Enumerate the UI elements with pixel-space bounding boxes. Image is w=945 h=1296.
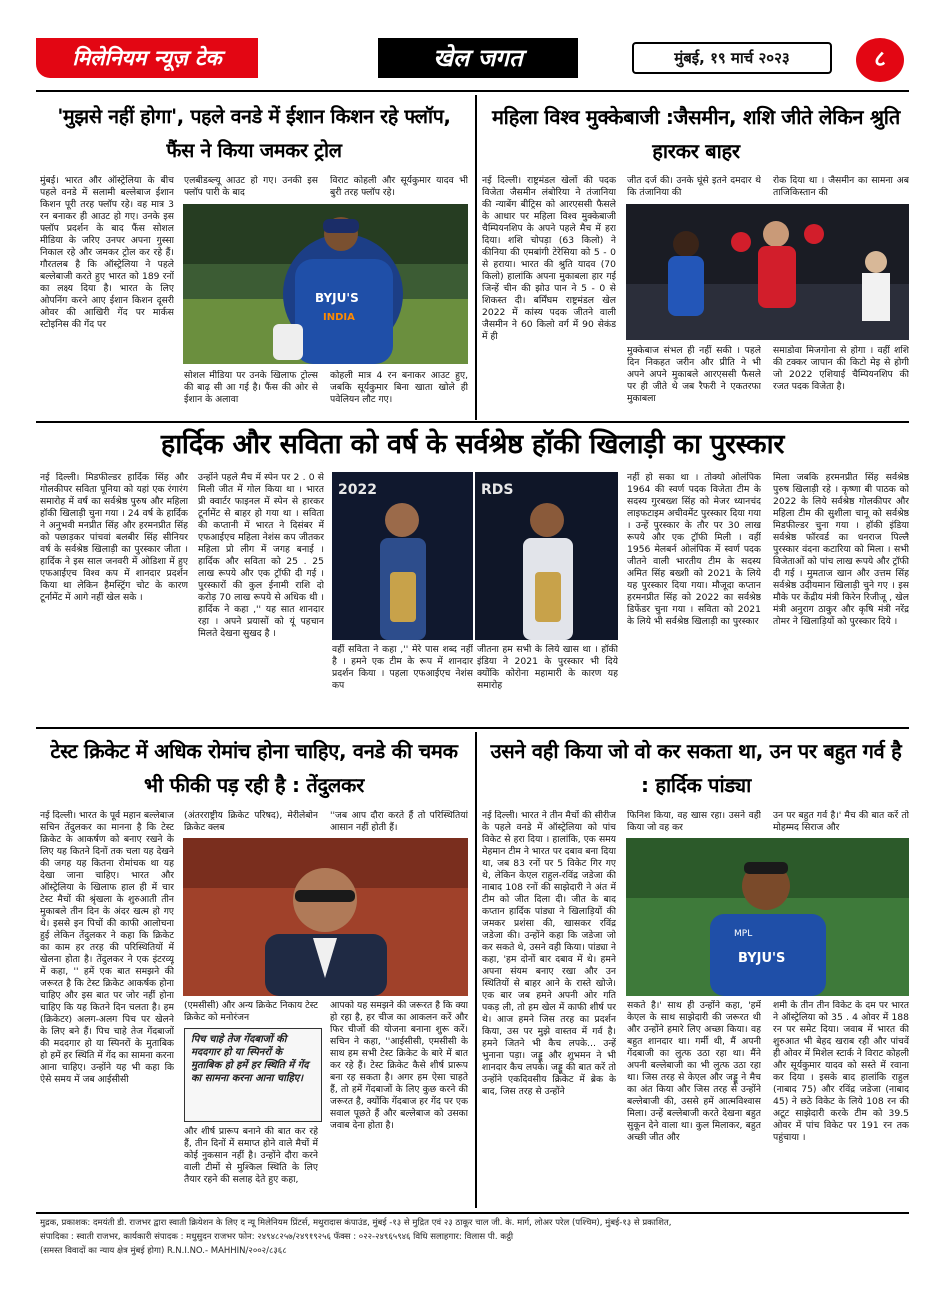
story2-headline: महिला विश्व मुक्केबाजी :जैसमीन, शशि जीते लेकिन श्रुति हारकर बाहर xyxy=(491,105,901,163)
story1-col2-bottom: सोशल मीडिया पर उनके खिलाफ ट्रोल्स की बाढ़ सी आ गई है। फैंस की ओर से ईशान के अलावा xyxy=(184,370,318,405)
story3-photo-savita xyxy=(332,472,473,640)
imprint-line-3: (समस्त विवादों का न्याय क्षेत्र मुंबई होगा) R.N.I.NO.- MAHHIN/२००२/८३६८ xyxy=(40,1246,287,1256)
story5-col3-bottom: शमी के तीन तीन विकेट के दम पर भारत ने ऑस्ट्रेलिया को 35 . 4 ओवर में 188 रन पर समेट दिया। जवाब में भारत की शुरुआत भी बेहद खराब रही और पांचवें ही ओवर में मिशेल स्टार्क ने विराट कोहली और सूर्यकुमार यादव को सस्ते में रवाना कर दिया । इसके बाद हालांकि राहुल (नाबाद 75) और रविंद्र जडेजा (नाबाद 45) ने छठे विकेट के लिये 108 रन की अटूट साझेदारी करके टीम को 39.5 ओवर में पांच विकेट पर 191 रन तक पहुंचाया । xyxy=(773,1000,909,1143)
story2-col3-top: रोक दिया था । जैसमीन का सामना अब ताजिकिस्तान की xyxy=(773,175,909,198)
rule-mid-2 xyxy=(36,727,909,729)
story1-col1: मुंबई। भारत और ऑस्ट्रेलिया के बीच पहले वनडे में सलामी बल्लेबाज ईशान किशन पूरी तरह फ्लॉप रहे। वह मात्र 3 रन बनाकर ही आउट हो गए। उनके इस फ्लॉप प्रदर्शन के बाद फैंस सोशल मीडिया के जरिए उनपर अपना गुस्सा निकाल रहे और जमकर ट्रोल कर रहे हैं। गौरतलब है कि ऑस्ट्रेलिया ने पहले बल्लेबाजी करते हुए भारत को 189 रनों का लक्ष्य दिया है। भारत के लिए ओपनिंग करने आए ईशान किशन दूसरी ओवर की आखिरी गेंद पर मार्कस स्टोइनिस की गेंद पर xyxy=(40,175,174,330)
section-banner xyxy=(378,38,578,78)
rule-mid-1 xyxy=(36,421,909,423)
story4-col2-bottom: और शीर्ष प्रारूप बनाने की बात कर रहे हैं, तीन दिनों में समाप्त होने वाले मैचों में कोई नुकसान नहीं है। उन्होंने दौरा करने वाली टीमों से मुश्किल स्थिति के लिए तैयार रहने की सलाह देते हुए कहा, xyxy=(184,1126,318,1185)
page-number: ८ xyxy=(874,47,886,72)
story4-col3-mid: आपको यह समझने की जरूरत है कि क्या हो रहा है, हर चीज का आकलन करें और फिर चीजों की योजना बनाना शुरू करें। सचिन ने कहा, ''आईसीसी, एमसीसी के साथ हम सभी टेस्ट क्रिकेट के बारे में बात कर रहे हैं। टेस्ट क्रिकेट कैसे शीर्ष प्रारूप बना रह सकता है। अगर हम ऐसा चाहते हैं, तो हमें गेंदबाजों के लिए कुछ करने की जरूरत है, क्योंकि गेंदबाज हर गेंद पर एक सवाल पूछते हैं और बल्लेबाज को उसका जवाब देना होता है। xyxy=(330,1000,468,1131)
rule-footer xyxy=(36,1212,909,1214)
story3-caption-2: जीतना हम सभी के लिये खास था । हॉकी इंडिया ने 2021 के पुरस्कार भी दिये क्योंकि कोरोना महामारी के कारण यह समारोह xyxy=(477,644,618,691)
story5-col3-top: उन पर बहुत गर्व है।' मैच की बात करें तो मोहम्मद सिराज और xyxy=(773,810,909,833)
story3-headline: हार्दिक और सविता को वर्ष के सर्वश्रेष्ठ हॉकी खिलाड़ी का पुरस्कार xyxy=(160,429,785,460)
story5-col2-top: फिनिश किया, वह खास रहा। उसने वही किया जो वह कर xyxy=(627,810,761,833)
issue-date: मुंबई, १९ मार्च २०२३ xyxy=(674,49,790,67)
story3-col5: मिला जबकि हरमनप्रीत सिंह सर्वश्रेष्ठ पुरुष खिलाड़ी रहे । कृष्णा बी पाठक को 2022 के लिये सर्वश्रेष्ठ गोलकीपर और महिला टीम की सुशीला चानू को सर्वश्रेष्ठ मिडफील्डर चुना गया । हॉकी इंडिया सर्वश्रेष्ठ फॉरवर्ड का धनराज पिल्लै पुरस्कार वंदना कटारिया को मिला । सभी विजेताओं को पांच लाख रूपये और ट्रॉफी दी गई । मुमताज खान और उत्तम सिंह सर्वश्रेष्ठ उदीयमान खिलाड़ी चुने गए । इस मौके पर केंद्रीय मंत्री किरेन रिजीजू , खेल मंत्री अनुराग ठाकुर और कृषि मंत्री नरेंद्र तोमर ने खिलाड़ियों को पुरस्कार दिये । xyxy=(773,472,909,627)
imprint-line-2: संपादिका : स्वाती राजभर, कार्यकारी संपादक : मधुसुदन राजभर फोन: २४९४८२५७/२४९१९२५६ फॅक्स : ०२२-२४९६५९४६ विधि सलाहगार: विलास पी. कट्ठी xyxy=(40,1232,514,1242)
story3-photo-hardik-singh xyxy=(475,472,618,640)
paper-name: मिलेनियम न्यूज़ टेक xyxy=(72,46,222,70)
rule-vertical-top xyxy=(475,95,477,420)
imprint-line-1: मुद्रक, प्रकाशक: दमयंती डी. राजभर द्वारा स्वाती क्रियेशन के लिए द न्यू मिलेनियम प्रिंटर्स, मथुरादास कंपाउंड, मुंबई -१३ से मुद्रित एवं २३ ठाकूर चाल जी. के. मार्ग, लोअर परेल (पश्चिम), मुंबई-१३ से प्रकाशित, xyxy=(40,1218,672,1228)
paper-name-banner xyxy=(36,38,258,78)
svg-text:BYJU'S: BYJU'S xyxy=(315,291,359,305)
svg-text:MPL: MPL xyxy=(734,929,753,939)
story3-col2: उन्होंने पहले मैच में स्पेन पर 2 . 0 से मिली जीत में गोल किया था । भारत प्री क्वार्टर फाइनल में स्पेन से हारकर टूर्नामेंट से बाहर हो गया था । सविता की कप्तानी में भारत ने दिसंबर में एफआईएच महिला नेशंस कप जीतकर महिला प्रो लीग में जगह बनाई । हार्दिक और सविता को 25 . 25 लाख रूपये और एक ट्रॉफी दी गई । पुरस्कारों की कुल ईनामी राशि दो करोड़ 70 लाख रूपये से अधिक थी । हार्दिक ने कहा ,'' यह सात शानदार रहा । अपने प्रयासों को यूं पहचान मिलते देखना सुखद है । xyxy=(198,472,324,639)
story2-col2-top: जीत दर्ज की। उनके घूंसे इतने दमदार थे कि तंजानिया की xyxy=(627,175,761,198)
story4-col3-top: ''जब आप दौरा करते हैं तो परिस्थितियां आसान नहीं होती हैं। xyxy=(330,810,468,833)
story2-col1: नई दिल्ली। राष्ट्रमंडल खेलों की पदक विजेता जैसमीन लंबोरिया ने तंजानिया की न्याबेंग बीट्रिस को आरएससी फैसले के आधार पर महिला विश्व मुक्केबाजी चैम्पियनशिप के अपने पहले मैच में हरा दिया। शशि चोपड़ा (63 किलो) ने कीनिया की एमबांगी टेरेसिया को 5 - 0 से हराया। भारत की श्रुति यादव (70 किलो) हालांकि अपना मुकाबला हार गई जिन्हें चीन की झोउ पान ने 5 - 0 से शिकस्त दी। बर्मिंघम राष्ट्रमंडल खेल 2022 में कांस्य पदक जीतने वाली जैसमीन ने 60 किलो वर्ग में 90 सेकंड में ही xyxy=(482,175,616,342)
page-number-badge xyxy=(856,38,904,82)
story3-col1: नई दिल्ली। मिडफील्डर हार्दिक सिंह और गोलकीपर सविता पूनिया को यहां एक रंगारंग समारोह में वर्ष का सर्वश्रेष्ठ पुरुष और महिला हॉकी खिलाड़ी चुना गया । 24 वर्ष के हार्दिक ने अनुभवी मनप्रीत सिंह और हरमनप्रीत सिंह को पछाड़कर पांचवां बलबीर सिंह सीनियर वर्ष के सर्वश्रेष्ठ खिलाड़ी का पुरस्कार जीता । हार्दिक ने इस साल जनवरी में ओडिशा में हुए एफआईएच विश्व कप में शानदार प्रदर्शन किया था लेकिन हैमस्ट्रिंग चोट के कारण टूर्नामेंट में आगे नहीं खेल सके । xyxy=(40,472,188,603)
section-title: खेल जगत xyxy=(433,44,523,72)
date-box xyxy=(632,42,832,74)
story4-headline: टेस्ट क्रिकेट में अधिक रोमांच होना चाहिए, वनडे की चमक भी फीकी पड़ रही है : तेंदुलकर xyxy=(50,739,458,797)
story2-col2-bottom: मुक्केबाज संभल ही नहीं सकी । पहले दिन निकहत जरीन और प्रीति ने भी अपने अपने मुकाबले आरएससी फैसले पर ही जीते थे जब रैफरी ने एकतरफा मुकाबला xyxy=(627,345,761,404)
svg-text:INDIA: INDIA xyxy=(323,312,355,323)
story1-headline: 'मुझसे नहीं होगा', पहले वनडे में ईशान किशन रहे फ्लॉप, फैंस ने किया जमकर ट्रोल xyxy=(57,105,451,162)
story1-col3-bottom: कोहली मात्र 4 रन बनाकर आउट हुए, जबकि सूर्यकुमार बिना खाता खोले ही पवेलियन लौट गए। xyxy=(330,370,468,405)
story3-caption-1: वहीं सविता ने कहा ,'' मेरे पास शब्द नहीं है । हमने एक टीम के रूप में शानदार प्रदर्शन किया । पहला एफआईएच नेशंस कप xyxy=(332,644,473,691)
imprint xyxy=(40,1216,908,1262)
story4-col2-mid: (एमसीसी) और अन्य क्रिकेट निकाय टेस्ट क्रिकेट को मनोरंजन xyxy=(184,1000,318,1023)
svg-text:RDS: RDS xyxy=(481,482,514,498)
story3-col4: नहीं हो सका था । तोक्यो ओलंपिक 1964 की स्वर्ण पदक विजेता टीम के सदस्य गुरबख्श सिंह को मेजर ध्यानचंद लाइफटाइम अचीवमेंट पुरस्कार दिया गया । उन्हें पुरस्कार के तौर पर 30 लाख रूपये और एक ट्रॉफी मिली । वहीं 1956 मेलबर्न ओलंपिक में स्वर्ण पदक जीतने वाली भारतीय टीम के सदस्य अमित सिंह बख्शी को 2021 के लिये यह पुरस्कार दिया गया। मौजूदा कप्तान हरमनप्रीत सिंह को 2022 का सर्वश्रेष्ठ डिफेंडर चुना गया । सविता को 2021 के लिये भी सर्वश्रेष्ठ खिलाड़ी का पुरस्कार xyxy=(627,472,761,627)
story4-col1: नई दिल्ली। भारत के पूर्व महान बल्लेबाज सचिन तेंदुलकर का मानना है कि टेस्ट क्रिकेट के आकर्षण को बनाए रखने के लिए यह कितने दिनों तक चला यह देखने की जगह यह कितना रोमांचक था यह देखा जाना चाहिए। भारत और ऑस्ट्रेलिया के खिलाफ हाल ही में चार टेस्ट मैचों की श्रृंखला के शुरुआती तीन मुकाबले तीन दिन के अंदर खत्म हो गए थे। इससे इन पिचों की काफी आलोचना हुई लेकिन तेंदुलकर ने कहा कि क्रिकेट का काम हर तरह की परिस्थितियों में खेलना होता है। तेंदुलकर ने एक इंटरव्यू में कहा, '' हमें एक बात समझने की जरूरत है कि टेस्ट क्रिकेट आकर्षक होना चाहिए और इस बात पर जोर नहीं होना चाहिए कि यह कितने दिन चलता है। हम (क्रिकेटर) अलग-अलग पिच पर खेलने के लिए बने हैं। पिच चाहे तेज गेंदबाजों की मददगार हो या स्पिनरों के मुताबिक हो हमें हर स्थिति में गेंद का सामना करना आना चाहिए। उन्होंने यह भी कहा कि ऐसे समय में जब आईसीसी xyxy=(40,810,174,1085)
story1-col3-top: विराट कोहली और सूर्यकुमार यादव भी बुरी तरह फ्लॉप रहे। xyxy=(330,175,468,198)
story4-col2-top: (अंतरराष्ट्रीय क्रिकेट परिषद), मेरीलेबोन क्रिकेट क्लब xyxy=(184,810,318,833)
story2-photo-boxing xyxy=(626,204,909,340)
story4-pull-quote: पिच चाहे तेज गेंदबाजों की मददगार हो या स्पिनरों के मुताबिक हो हमें हर स्थिति में गेंद का सामना करना आना चाहिए। xyxy=(184,1028,322,1122)
story5-headline: उसने वही किया जो वो कर सकता था, उन पर बहुत गर्व है : हार्दिक पांड्या xyxy=(490,739,902,797)
story1-photo-ishan-kishan xyxy=(183,204,468,364)
rule-top xyxy=(36,90,909,92)
rule-vertical-bottom xyxy=(475,732,477,1208)
story5-col2-bottom: सकते है।' साथ ही उन्होंने कहा, 'हमें केएल के साथ साझेदारी की जरूरत थी और उन्होंने हमारे लिए अच्छा किया। वह बहुत शानदार था। गर्मी थी, मैं अपनी गेंदबाजी का लुत्फ उठा रहा था। मैंने अपनी बल्लेबाजी का भी लुत्फ उठा रहा था। जिस तरह से केएल और जड्डू ने मैच का अंत किया और जिस तरह से उन्होंने बल्लेबाजी की, उससे हमें आत्मविश्वास मिला। उन्हें बल्लेबाजी करते देखना बहुत सुकून देने वाला था। कुल मिलाकर, बहुत अच्छी जीत और xyxy=(627,1000,761,1143)
svg-text:BYJU'S: BYJU'S xyxy=(738,951,786,966)
story1-col2-top: एलबीडब्ल्यू आउट हो गए। उनकी इस फ्लॉप पारी के बाद xyxy=(184,175,318,198)
svg-text:2022: 2022 xyxy=(338,482,377,498)
story2-col3-bottom: समाडोवा मिजगोना से होगा । वहीं शशि की टक्कर जापान की किटो मेइ से होगी जो 2022 एशियाई चैम्पियनशिप की रजत पदक विजेता है। xyxy=(773,345,909,392)
story5-photo-hardik-pandya xyxy=(626,838,909,996)
story4-photo-tendulkar xyxy=(183,838,468,996)
story5-col1: नई दिल्ली। भारत ने तीन मैचों की सीरीज के पहले वनडे में ऑस्ट्रेलिया को पांच विकेट से हरा दिया । हालांकि, एक समय मेहमान टीम ने भारत पर दबाव बना दिया था, जब 83 रनों पर 5 विकेट गिर गए थे, लेकिन केएल राहुल-रविंद्र जडेजा की नाबाद 108 रनों की साझेदारी ने अंत में टीम को जीत दिला दी। जीत के बाद कप्तान हार्दिक पांड्या ने खिलाड़ियों की जमकर प्रशंसा की, खासकर रविंद्र जडेजा की। उन्होंने कहा कि जडेजा जो कर सकते थे, उसने वही किया। पांड्या ने कहा, 'हम दोनों बार दबाव में थे। हमने अपना संयम बनाए रखा और उन स्थितियों से बाहर आने के रास्ते खोजे। एक बार जब हमने अपनी ओर गति पकड़ ली, तो हम खेल में काफी शीर्ष पर थे। आज हमने जिस तरह का प्रदर्शन किया, उस पर मुझे वास्तव में गर्व है। हमने जितने भी कैच लपके... उन्हें भुनाना पड़ा। जड्डू और शुभमन ने भी शानदार कैच लपके। जड्डू की बात करें तो उन्होंने एकदिवसीय क्रिकेट में ब्रेक के बाद, जिस तरह से उन्होंने xyxy=(482,810,616,1097)
masthead xyxy=(36,38,909,82)
